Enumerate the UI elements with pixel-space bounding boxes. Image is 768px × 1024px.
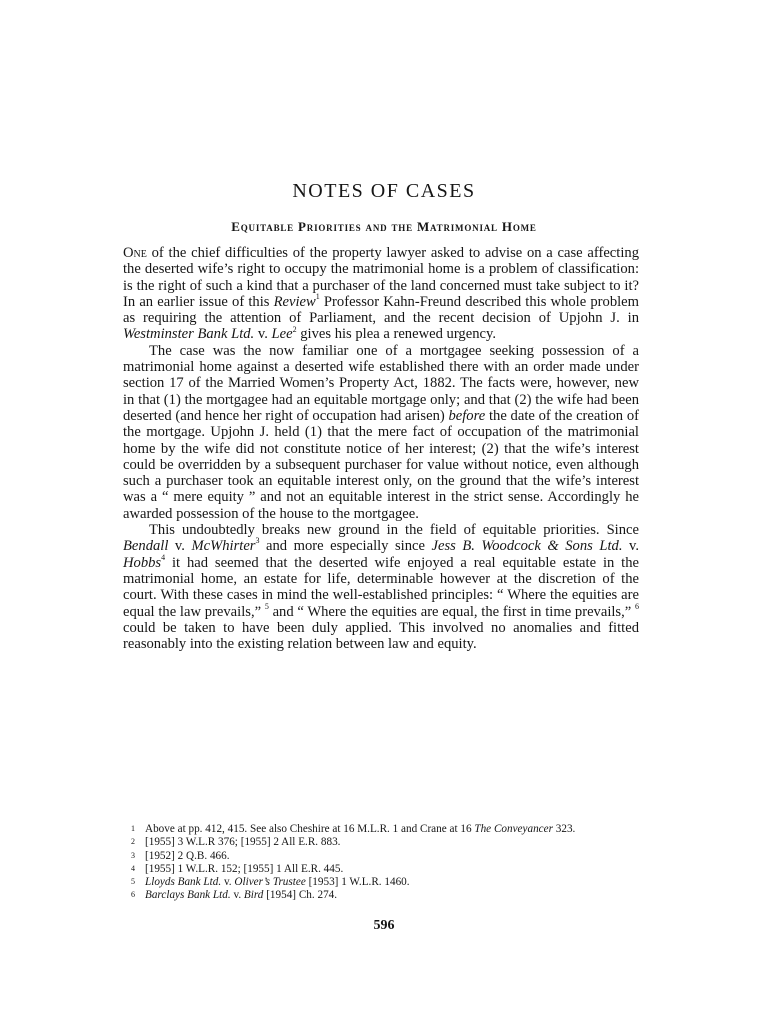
footnote-text: v.: [221, 876, 235, 889]
text-run: This undoubtedly breaks new ground in the field of equitable priorities. Since: [149, 522, 639, 539]
text-run: v.: [622, 538, 639, 555]
footnote: [131, 850, 641, 863]
page-number: 596: [373, 918, 395, 933]
text-run: it had seemed that the deserted wife enjoyed a real equitable estate in the matrimonial home, an estate for life, determinable however at the discretion of the court. With these cases in mind the well-established principles: “ Where the equities are equal the law prevails,”: [123, 554, 639, 620]
journal-name: Review: [273, 293, 316, 310]
text-run: v.: [168, 538, 192, 555]
case-name: McWhirter: [191, 538, 256, 555]
journal-name: The Conveyancer: [474, 823, 553, 835]
article-subheading: Equitable Priorities and the Matrimonial Home: [231, 219, 537, 234]
footnote-number: 6: [131, 890, 135, 900]
footnote: [131, 823, 641, 836]
footnote-number: 3: [131, 850, 135, 860]
emphasis: before: [448, 407, 486, 424]
footnote-text: Above at pp. 412, 415. See also Cheshire at 16 M.L.R. 1 and Crane at 16: [145, 823, 475, 835]
footnote-ref[interactable]: 3: [255, 536, 260, 546]
section-heading: NOTES OF CASES: [292, 180, 476, 202]
footnote-number: 1: [131, 824, 135, 833]
case-name: Bird: [243, 889, 264, 902]
footnote-text: [1955] 1 W.L.R. 152; [1955] 1 All E.R. 445.: [145, 862, 344, 875]
footnote-ref[interactable]: 5: [264, 601, 269, 611]
case-name: Westminster Bank Ltd.: [123, 326, 255, 343]
text-run: v.: [254, 326, 272, 343]
footnote-text: v.: [230, 889, 244, 902]
footnote-text: [1953] 1 W.L.R. 1460.: [305, 876, 410, 889]
case-name: Oliver’s Trustee: [234, 876, 306, 889]
footnote-text: [1955] 3 W.L.R 376; [1955] 2 All E.R. 883.: [145, 836, 341, 849]
case-name: Jess B. Woodcock & Sons Ltd.: [431, 538, 623, 555]
footnote-number: 5: [131, 877, 135, 887]
footnote: [131, 876, 641, 889]
paragraph-2: [123, 343, 639, 522]
case-name: Bendall: [123, 538, 169, 555]
footnote-ref[interactable]: 2: [292, 324, 297, 334]
footnote-text: [1952] 2 Q.B. 466.: [145, 849, 230, 862]
paragraph-1: [123, 245, 639, 343]
footnote: [131, 863, 641, 876]
footnote-text: [1954] Ch. 274.: [263, 889, 338, 902]
case-name: Hobbs: [123, 554, 162, 571]
text-run: the date of the creation of the mortgage. Upjohn J. held (1) that the mere fact of occupation of the matrimonial home by the wife did not constitute notice of her interest; (2) that the wife’s interest could be overridden by a subsequent purchaser for value without notice, even although such a purchaser took an equitable interest only, on the ground that the wife’s interest was a “ mere equity ” and not an equitable interest in the strict sense. Accordingly he awarded possession of the house to the mortgagee.: [123, 407, 639, 522]
drop-word: One: [123, 245, 147, 261]
footnote-number: 4: [131, 863, 135, 873]
text-run: The case was the now familiar one of a mortgagee seeking possession of a matrimonial home against a deserted wife established there with an order made under section 17 of the Married Women’s Property Act, 1882. The facts were, however, new in that (1) the mortgagee had an equitable mortgage only; and that (2) the wife had been deserted (and hence her right of occupation had arisen): [123, 342, 639, 424]
article-body: [123, 245, 639, 652]
text-run: Professor Kahn-Freund described this whole problem as requiring the attention of Parliament, and the recent decision of Upjohn J. in: [123, 293, 639, 327]
text-run: and “ Where the equities are equal, the first in time prevails,”: [268, 603, 635, 620]
footnote: [131, 836, 641, 849]
footnote: [131, 889, 641, 902]
case-name: Lee: [271, 326, 293, 343]
case-name: Lloyds Bank Ltd.: [145, 876, 222, 889]
footnote-text: 323.: [552, 823, 576, 835]
text-run: could be taken to have been duly applied. This involved no anomalies and fitted reasonably into the existing relation between law and equity.: [123, 619, 639, 653]
paragraph-3: [123, 522, 639, 652]
footnote-ref[interactable]: 4: [161, 552, 166, 562]
footnote-number: 2: [131, 837, 135, 847]
footnote-ref[interactable]: 6: [635, 601, 639, 611]
footnotes: [131, 823, 641, 903]
text-run: and more especially since: [259, 538, 432, 555]
case-name: Barclays Bank Ltd.: [145, 889, 231, 902]
text-run: of the chief difficulties of the property lawyer asked to advise on a case affecting the deserted wife’s right to occupy the matrimonial home is a problem of classification: is the right of such a kind that a purchaser of the land concerned must take subject to it? In an earlier issue of this: [123, 245, 639, 310]
text-run: gives his plea a renewed urgency.: [296, 326, 496, 343]
footnote-ref[interactable]: 1: [315, 292, 320, 302]
